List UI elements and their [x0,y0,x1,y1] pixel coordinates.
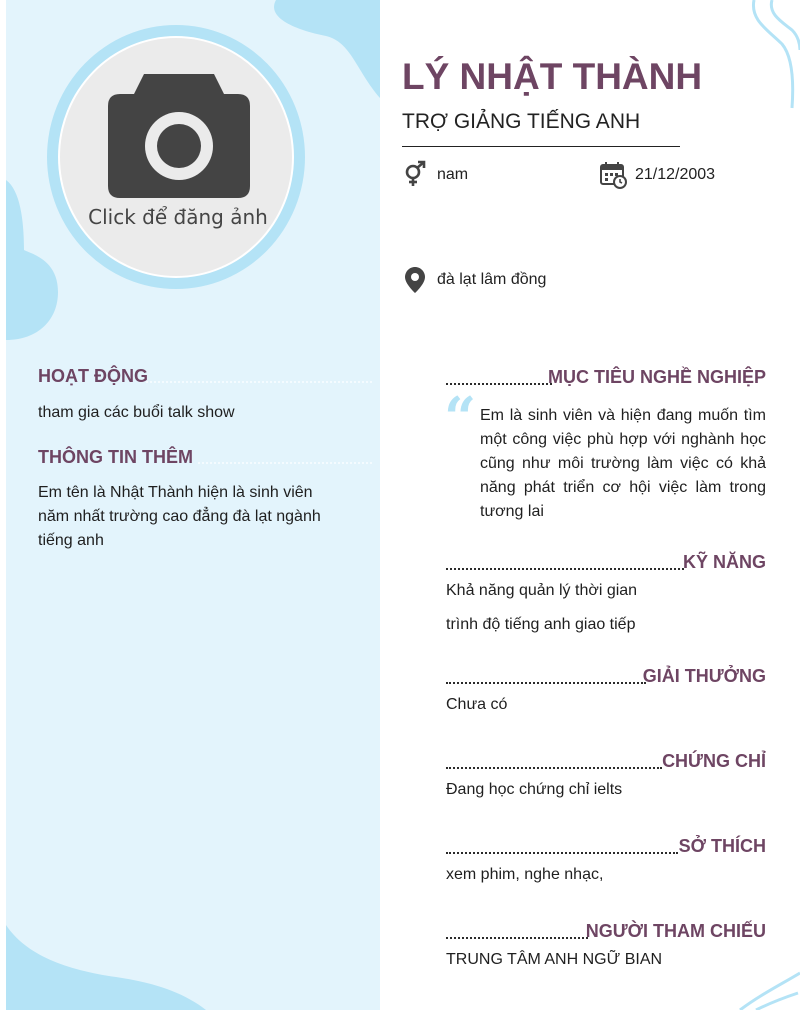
name-underline [402,146,680,147]
skills-divider [446,568,684,570]
extra-info-divider [198,462,372,464]
hobbies-divider [446,852,678,854]
location-pin-icon [404,266,426,294]
gender-icon [402,160,428,188]
birthdate-value: 21/12/2003 [635,166,716,183]
awards-text: Chưa có [446,696,508,713]
skills-heading: KỸ NĂNG [682,552,766,572]
certificates-heading: CHỨNG CHỈ [662,751,766,771]
certificates-divider [446,767,662,769]
certificates-text: Đang học chứng chỉ ielts [446,781,623,798]
references-text: TRUNG TÂM ANH NGỮ BIAN [446,951,663,968]
candidate-name: LÝ NHẬT THÀNH [402,56,703,97]
hobbies-text: xem phim, nghe nhạc, [446,866,604,883]
camera-icon[interactable] [108,74,250,198]
extra-info-text: Em tên là Nhật Thành hiện là sinh viên năm nhất trường cao đẳng đà lạt ngành tiếng anh [38,484,321,549]
activities-divider [146,381,372,383]
activities-text: tham gia các buổi talk show [38,404,235,421]
skill-item: trình độ tiếng anh giao tiếp [446,616,636,633]
activities-heading: HOẠT ĐỘNG [38,366,148,386]
awards-heading: GIẢI THƯỞNG [642,666,766,686]
hobbies-heading: SỞ THÍCH [678,836,766,856]
job-title: TRỢ GIẢNG TIẾNG ANH [402,110,641,133]
skill-item: Khả năng quản lý thời gian [446,582,638,599]
extra-info-heading: THÔNG TIN THÊM [38,447,193,467]
references-heading: NGƯỜI THAM CHIẾU [585,921,766,941]
decorative-lines-top-right [748,0,800,110]
objective-heading: MỤC TIÊU NGHỀ NGHIỆP [547,367,766,387]
gender-value: nam [437,166,469,183]
photo-upload-caption[interactable]: Click để đăng ảnh [88,205,268,229]
objective-text: Em là sinh viên và hiện đang muốn tìm một công việc phù hợp với nghành học cũng như môi trường làm việc có khả năng phát triển cơ hội việc làm trong tương lai [480,407,766,520]
calendar-icon [600,162,628,190]
quote-icon: “ [444,385,477,451]
awards-divider [446,682,646,684]
address-value: đà lạt lâm đồng [437,271,547,288]
references-divider [446,937,588,939]
decorative-blob-bottom [6,925,206,1010]
